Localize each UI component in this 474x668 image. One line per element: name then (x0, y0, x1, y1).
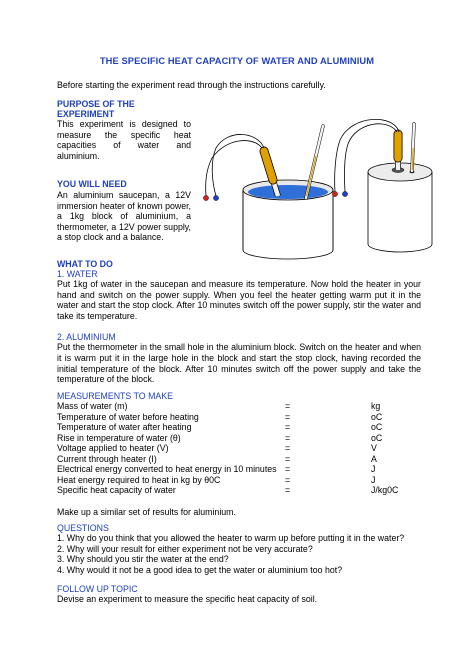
need-heading: YOU WILL NEED (57, 179, 127, 189)
block-thermometer (412, 124, 414, 171)
question-item: 1. Why do you think that you allowed the heater to warm up before putting it in the water? (57, 533, 405, 543)
measurement-row: Electrical energy converted to heat energy in 10 minutes = J (57, 464, 376, 474)
questions-section (57, 523, 427, 575)
measurement-row: Specific heat capacity of water = J/kg0C (57, 485, 399, 495)
measurements-heading: MEASUREMENTS TO MAKE (57, 391, 174, 401)
aluminium-results-note: Make up a similar set of results for aluminium. (57, 507, 236, 517)
question-item: 4. Why would it not be a good idea to get the water or aluminium too hot? (57, 564, 343, 575)
what-to-do-heading: WHAT TO DO (57, 259, 113, 269)
block-red-terminal (332, 191, 337, 196)
purpose-heading-line2: EXPERIMENT (57, 109, 115, 119)
measurement-row: Mass of water (m) = kg (57, 401, 381, 411)
measurement-row: Temperature of water before heating = oC (57, 411, 383, 422)
water-instructions: Put 1kg of water in the saucepan and measure its temperature. Now hold the heater in your hand and switch on the power supply. When you feel the heater getting warm put it in the water and start the stop clock. After 10 minutes switch off the power supply, stir the water and take its temperature. (57, 279, 421, 321)
water (248, 185, 328, 199)
measurement-row: Voltage applied to heater (V) = V (57, 443, 377, 453)
purpose-heading-line1: PURPOSE OF THE (57, 99, 135, 109)
aluminium-instructions: Put the thermometer in the small hole in the aluminium block. Switch on the heater and when it is warm put it in the large hole in the block and start the stop clock, having recorded the initial temperature of the block. After 10 minutes switch off the power supply and take the temperature of the block. (57, 342, 421, 385)
follow-up-heading: FOLLOW UP TOPIC (57, 584, 138, 594)
follow-up-text: Devise an experiment to measure the specific heat capacity of soil. (57, 594, 318, 604)
measurement-row: Heat energy required to heat in kg by θ0C = J (57, 474, 376, 485)
saucepan (243, 180, 333, 259)
red-terminal (203, 195, 208, 200)
what-to-do-section (57, 259, 421, 385)
purpose-text: This experiment is designed to measure the specific heat capacities of water and aluminium. (57, 119, 191, 161)
aluminium-heading: 2. ALUMINIUM (57, 332, 116, 343)
measurement-row: Current through heater (I) = A (57, 453, 377, 464)
measurement-row: Rise in temperature of water (θ) = oC (57, 432, 383, 443)
follow-up-section (57, 584, 427, 605)
intro-text: Before starting the experiment read through the instructions carefully. (57, 80, 326, 90)
water-heading: 1. WATER (57, 269, 98, 279)
need-text: An aluminium saucepan, a 12V immersion heater of known power, a 1kg block of aluminium, a thermometer, a 12V power supply, a stop clock and a balance. (57, 190, 191, 243)
aluminium-block (368, 163, 432, 252)
page-title: THE SPECIFIC HEAT CAPACITY OF WATER AND ALUMINIUM (99, 56, 375, 66)
need-section (57, 179, 191, 243)
question-item: 3. Why should you stir the water at the end? (57, 554, 229, 565)
question-item: 2. Why will your result for either experiment not be very accurate? (57, 543, 313, 554)
measurement-row: Temperature of water after heating = oC (57, 422, 383, 432)
blue-terminal (213, 195, 218, 200)
apparatus-illustration (198, 118, 434, 260)
block-blue-terminal (342, 191, 347, 196)
purpose-section (57, 99, 191, 161)
questions-heading: QUESTIONS (57, 523, 109, 533)
